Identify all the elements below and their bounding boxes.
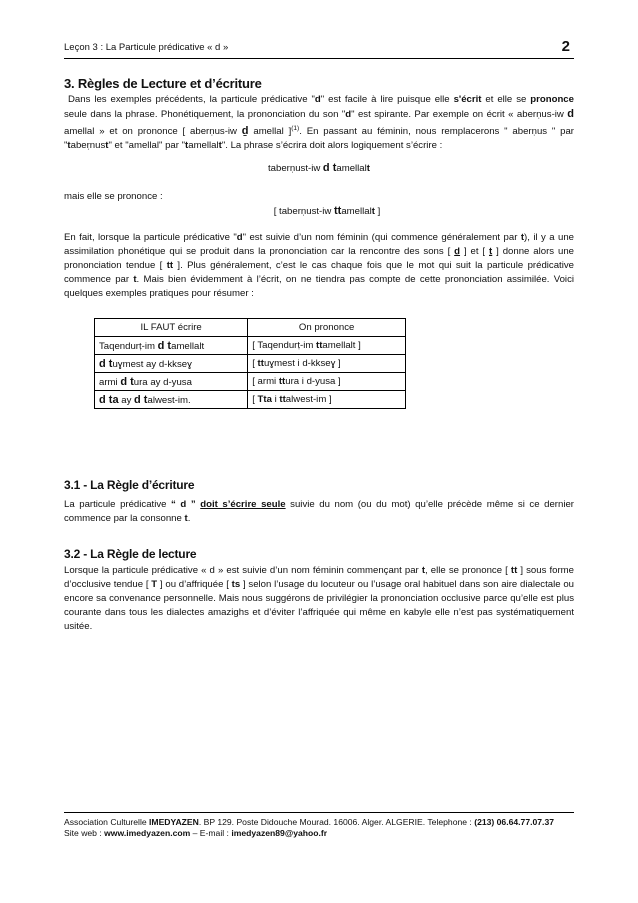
text: t xyxy=(133,274,137,286)
section-3-1 xyxy=(64,478,574,526)
table-row xyxy=(95,355,406,373)
text: t xyxy=(105,140,109,152)
text: La particule prédicative xyxy=(64,499,172,510)
text: ] sous forme d’occlusive tendue [ xyxy=(64,565,574,590)
text: d xyxy=(567,108,574,120)
text: s'écrit xyxy=(453,94,482,105)
text: ] xyxy=(374,206,381,218)
website-link[interactable]: www.imedyazen.com xyxy=(104,828,191,838)
text: Site web : xyxy=(64,828,105,838)
text: amellal xyxy=(188,140,219,152)
mais-line: mais elle se prononce : xyxy=(64,191,163,203)
table-row xyxy=(95,337,406,355)
text: armi xyxy=(99,376,121,388)
text: alwest-im ] xyxy=(285,394,332,405)
text: amellalt xyxy=(171,340,205,352)
text: seule dans la phrase. Phonétiquement, la prononciation du son " xyxy=(64,109,346,120)
page-header xyxy=(64,38,574,59)
text: uɣmest ay d-kkseɣ xyxy=(112,358,192,370)
text: – E-mail : xyxy=(190,828,232,838)
text: “ d ” xyxy=(171,499,196,510)
page-footer xyxy=(64,812,574,839)
footnote-ref[interactable]: (1) xyxy=(291,125,300,132)
text: t xyxy=(218,140,222,152)
text: t xyxy=(520,232,525,244)
text: Tta xyxy=(257,394,272,405)
text: amellalt ] xyxy=(322,340,361,351)
text: ] donne alors une prononciation tendue [ xyxy=(64,246,574,272)
footer-address xyxy=(64,817,574,828)
text: d xyxy=(314,94,321,105)
text: amellal ] xyxy=(248,126,292,138)
text: [ xyxy=(252,394,258,405)
text: ḏ xyxy=(241,125,249,138)
text: " et "amellal" par " xyxy=(108,140,186,152)
section-3-1-paragraph xyxy=(64,498,574,526)
section-3-2-title: 3.2 - La Règle de lecture xyxy=(64,547,197,561)
text: prononce xyxy=(530,94,574,105)
text: t xyxy=(366,163,370,175)
text: tt xyxy=(257,358,264,369)
column-header: IL FAUT écrire xyxy=(95,319,248,337)
text: d xyxy=(236,232,243,244)
text: d t xyxy=(157,339,172,352)
text: t xyxy=(185,140,189,152)
text: ts xyxy=(231,579,241,590)
text: En fait, lorsque la particule prédicative " xyxy=(64,232,237,244)
text: suivie du nom (ou du mot) qu’elle précède même si ce dernier commence par la consonne xyxy=(64,499,574,524)
text: ] ou d’affriquée [ xyxy=(157,579,232,590)
text: ". La phrase s’écrira doit alors logiquement s’écrire : xyxy=(221,140,443,152)
section-3-paragraph-1 xyxy=(64,93,574,153)
phone-number: (213) 06.64.77.07.37 xyxy=(474,817,554,827)
text: , elle se prononce [ xyxy=(425,565,511,576)
text: ]. Plus généralement, c’est le cas chaque fois que le mot qui suit la particule prédicative commence par xyxy=(64,260,574,286)
text: tt xyxy=(278,376,286,387)
main-content xyxy=(64,76,574,301)
text: " est facile à lire puisque elle xyxy=(320,94,454,105)
email-link[interactable]: imedyazen89@yahoo.fr xyxy=(231,828,328,838)
table-cell xyxy=(95,337,248,355)
text: [ Taqendurṭ-im xyxy=(252,340,317,351)
section-3-paragraph-2 xyxy=(64,231,574,301)
text: Association Culturelle xyxy=(64,817,150,827)
table-header-row xyxy=(95,319,406,337)
text: ṯ xyxy=(489,246,493,258)
text: i xyxy=(271,394,280,405)
table-cell xyxy=(248,337,406,355)
table-row xyxy=(95,391,406,409)
text: . En passant au féminin, nous remplacerons " aberṇus " par " xyxy=(64,126,575,152)
text: . xyxy=(187,513,191,524)
table-cell xyxy=(248,355,406,373)
text: Lorsque la particule prédicative « d » est suivie d’un nom féminin commençant par xyxy=(64,565,422,576)
text: d t xyxy=(99,357,113,370)
text: [ armi xyxy=(252,376,279,387)
text: ura i d-yusa ] xyxy=(285,376,341,387)
text: ura ay d-yusa xyxy=(133,376,192,388)
text: Dans les exemples précédents, la particule prédicative " xyxy=(68,94,315,105)
text: " est suivie d’un nom féminin (qui commence généralement par xyxy=(242,232,521,244)
text: doit s’écrire seule xyxy=(200,499,286,510)
text: d ta xyxy=(99,393,119,406)
org-name: IMEDYAZEN xyxy=(149,817,199,827)
footer-contact xyxy=(64,828,574,839)
section-3-title: 3. Règles de Lecture et d’écriture xyxy=(64,76,262,91)
text: taberṇust-iw xyxy=(268,163,323,175)
text: t xyxy=(67,140,71,152)
text: amellal xyxy=(336,163,367,175)
text: d xyxy=(345,109,352,120)
section-3-2-paragraph xyxy=(64,564,574,634)
text: et elle se xyxy=(481,94,531,105)
text: uɣmest i d-kkseɣ ] xyxy=(263,358,341,369)
text: ] selon l’usage du locuteur ou l’usage oral habituel dans son aire dialectale ou encore sa convenance personnelle. Mais nous suggérons de privilégier la prononciation occlusive parce qu’elle est plus courante dans tous les dialectes amazighs et d’éviter l’affriquée qui même en kabyle elle n’est pas systématiquement usitée. xyxy=(64,579,574,632)
text: [ xyxy=(252,358,258,369)
page-number: 2 xyxy=(561,38,570,55)
table-cell xyxy=(248,391,406,409)
table-cell xyxy=(248,373,406,391)
section-3-1-title: 3.1 - La Règle d’écriture xyxy=(64,478,195,492)
example-spoken xyxy=(64,204,574,219)
text: . Mais bien évidemment à l’écrit, on ne tiendra pas compte de cette prononciation assimilée. Voici quelques exemples pratiques pour résumer : xyxy=(64,274,574,300)
header-title: Leçon 3 : La Particule prédicative « d » xyxy=(64,42,229,53)
table-cell xyxy=(95,391,248,409)
table-row xyxy=(95,373,406,391)
text: tt xyxy=(510,565,518,576)
column-header: On prononce xyxy=(248,319,406,337)
text: . BP 129. Poste Didouche Mourad. 16006. Alger. ALGERIE. Telephone : xyxy=(198,817,475,827)
text: t xyxy=(421,565,426,576)
text: ay xyxy=(118,394,135,406)
text: ), il y a une assimilation phonétique qui se produit dans la prononciation car la rencontre des sons [ xyxy=(64,232,574,258)
text: ] et [ xyxy=(460,246,490,258)
text: T xyxy=(151,579,158,590)
text: amellal xyxy=(341,206,372,218)
text: ḏ xyxy=(454,246,461,258)
text: [ taberṇust-iw xyxy=(273,206,334,218)
text: tt xyxy=(316,340,323,351)
text: tt xyxy=(279,394,286,405)
text: Taqendurṭ-im xyxy=(99,340,158,352)
text: t xyxy=(184,513,188,524)
text: tt xyxy=(166,260,174,272)
text: " est spirante. Par exemple on écrit « aberṇus-iw xyxy=(351,109,568,120)
example-written xyxy=(64,161,574,176)
text: d t xyxy=(134,393,148,406)
text: tt xyxy=(333,205,342,218)
text: d t xyxy=(120,375,134,388)
text: d t xyxy=(322,162,337,175)
table-cell xyxy=(95,355,248,373)
section-3-2 xyxy=(64,547,574,634)
text: t xyxy=(371,206,375,218)
text: alwest-im. xyxy=(147,394,191,406)
text: amellal » et on prononce [ aberṇus-iw xyxy=(64,126,242,138)
text: abeṛnus xyxy=(70,140,106,152)
table-cell xyxy=(95,373,248,391)
examples-table xyxy=(94,318,406,409)
